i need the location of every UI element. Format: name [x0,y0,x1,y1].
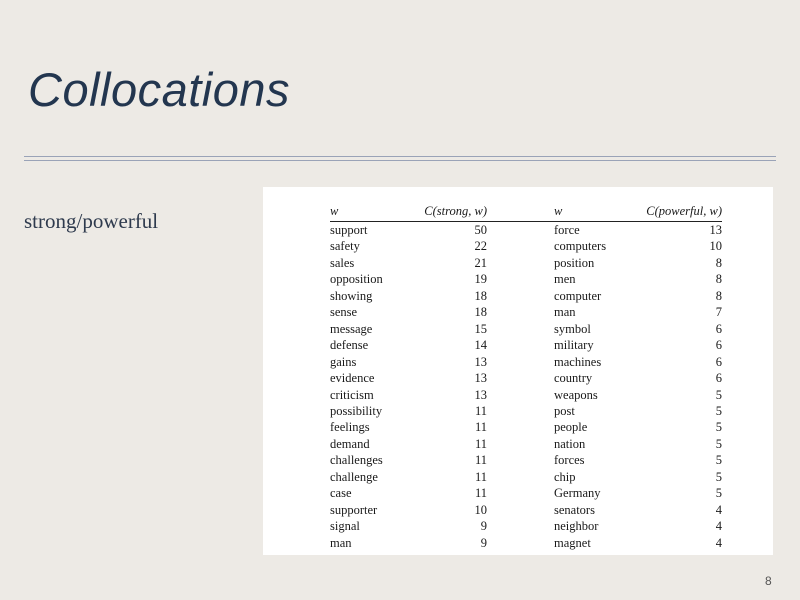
cell-count-strong: 22 [474,239,487,254]
table-row [330,288,722,304]
cell-word-powerful: men [554,272,576,287]
cell-count-strong: 11 [474,420,487,435]
title-divider-top [24,156,776,157]
cell-gap [487,469,554,485]
collocation-table [330,203,722,551]
cell-word-strong: gains [330,354,357,369]
cell-word-powerful: symbol [554,321,591,336]
cell-count-powerful: 5 [715,469,722,484]
cell-count-powerful: 6 [715,354,722,369]
cell-word-strong: opposition [330,272,383,287]
cell-gap [487,518,554,534]
cell-count-powerful: 5 [715,387,722,402]
table-row [330,271,722,287]
table-row [330,321,722,337]
cell-count-strong: 11 [474,436,487,451]
cell-gap [487,452,554,468]
cell-word-strong: possibility [330,403,383,418]
cell-count-powerful: 8 [715,272,722,287]
cell-word-powerful: force [554,223,580,237]
cell-gap [487,485,554,501]
page-number: 8 [765,574,772,588]
cell-gap [487,271,554,287]
cell-count-strong: 19 [474,272,487,287]
cell-count-powerful: 8 [715,255,722,270]
cell-word-strong: signal [330,519,360,534]
cell-word-powerful: magnet [554,535,591,550]
cell-count-strong: 50 [474,223,487,237]
cell-gap [487,419,554,435]
table-row [330,403,722,419]
cell-word-powerful: weapons [554,387,598,402]
cell-word-powerful: chip [554,469,576,484]
header-count-strong: C(strong, w) [408,203,487,222]
cell-word-powerful: machines [554,354,602,369]
cell-word-strong: showing [330,288,373,303]
table-row [330,238,722,254]
table-row [330,469,722,485]
cell-word-powerful: post [554,403,575,418]
header-w-powerful: w [554,203,626,222]
cell-count-powerful: 5 [715,436,722,451]
cell-word-strong: safety [330,239,360,254]
cell-count-strong: 15 [474,321,487,336]
table-row [330,255,722,271]
cell-word-powerful: computer [554,288,602,303]
cell-count-strong: 10 [474,502,487,517]
cell-word-powerful: people [554,420,588,435]
slide-subtitle: strong/powerful [24,209,159,233]
cell-word-powerful: senators [554,502,595,517]
table-header-row [330,203,722,222]
cell-gap [487,403,554,419]
table-row [330,387,722,403]
cell-word-strong: demand [330,436,370,451]
collocation-table-image [263,187,773,555]
cell-gap [487,337,554,353]
cell-gap [487,354,554,370]
cell-word-powerful: Germany [554,486,601,501]
cell-count-strong: 18 [474,305,487,320]
cell-count-powerful: 10 [709,239,722,254]
table-row [330,485,722,501]
cell-gap [487,238,554,254]
header-w-strong: w [330,203,408,222]
cell-count-powerful: 13 [709,223,722,237]
table-row [330,452,722,468]
table-row [330,370,722,386]
cell-gap [487,321,554,337]
cell-count-strong: 11 [474,486,487,501]
table-row [330,354,722,370]
table-row [330,518,722,534]
header-gap [487,203,554,222]
cell-word-strong: support [330,223,368,237]
cell-word-powerful: computers [554,239,607,254]
cell-gap [487,502,554,518]
cell-word-strong: evidence [330,371,375,386]
cell-gap [487,370,554,386]
cell-count-strong: 11 [474,453,487,468]
cell-word-strong: supporter [330,502,378,517]
cell-count-strong: 21 [474,255,487,270]
table-row [330,502,722,518]
table-row [330,419,722,435]
cell-count-powerful: 5 [715,453,722,468]
table-row [330,436,722,452]
cell-count-strong: 13 [474,354,487,369]
cell-word-powerful: neighbor [554,519,599,534]
cell-gap [487,288,554,304]
cell-word-strong: sales [330,255,355,270]
cell-count-strong: 13 [474,387,487,402]
cell-word-strong: man [330,535,352,550]
table-row [330,535,722,551]
cell-word-powerful: nation [554,436,586,451]
cell-word-powerful: forces [554,453,585,468]
cell-word-powerful: country [554,371,593,386]
cell-count-strong: 11 [474,403,487,418]
cell-count-powerful: 7 [715,305,722,320]
cell-count-strong: 13 [474,371,487,386]
cell-gap [487,222,554,239]
cell-count-powerful: 6 [715,321,722,336]
cell-word-powerful: man [554,305,576,320]
cell-count-powerful: 4 [715,519,722,534]
cell-count-powerful: 5 [715,420,722,435]
cell-count-strong: 9 [480,519,487,534]
cell-count-powerful: 6 [715,338,722,353]
cell-count-powerful: 5 [715,486,722,501]
cell-gap [487,387,554,403]
cell-count-strong: 9 [480,535,487,550]
cell-count-powerful: 8 [715,288,722,303]
cell-count-powerful: 6 [715,371,722,386]
cell-word-strong: criticism [330,387,374,402]
cell-word-strong: message [330,321,373,336]
cell-word-powerful: position [554,255,595,270]
cell-word-strong: feelings [330,420,370,435]
cell-count-powerful: 4 [715,502,722,517]
table-row [330,222,722,239]
cell-word-strong: case [330,486,352,501]
cell-word-powerful: military [554,338,594,353]
header-count-powerful: C(powerful, w) [626,203,722,222]
title-divider-bottom [24,160,776,161]
cell-word-strong: challenge [330,469,378,484]
cell-gap [487,535,554,551]
cell-gap [487,304,554,320]
cell-gap [487,255,554,271]
cell-count-strong: 11 [474,469,487,484]
cell-count-strong: 18 [474,288,487,303]
table-body [330,222,722,552]
table-row [330,304,722,320]
cell-count-strong: 14 [474,338,487,353]
cell-word-strong: defense [330,338,369,353]
cell-count-powerful: 4 [715,535,722,550]
cell-word-strong: sense [330,305,358,320]
table-row [330,337,722,353]
cell-count-powerful: 5 [715,403,722,418]
cell-gap [487,436,554,452]
slide-title: Collocations [28,63,291,116]
cell-word-strong: challenges [330,453,383,468]
